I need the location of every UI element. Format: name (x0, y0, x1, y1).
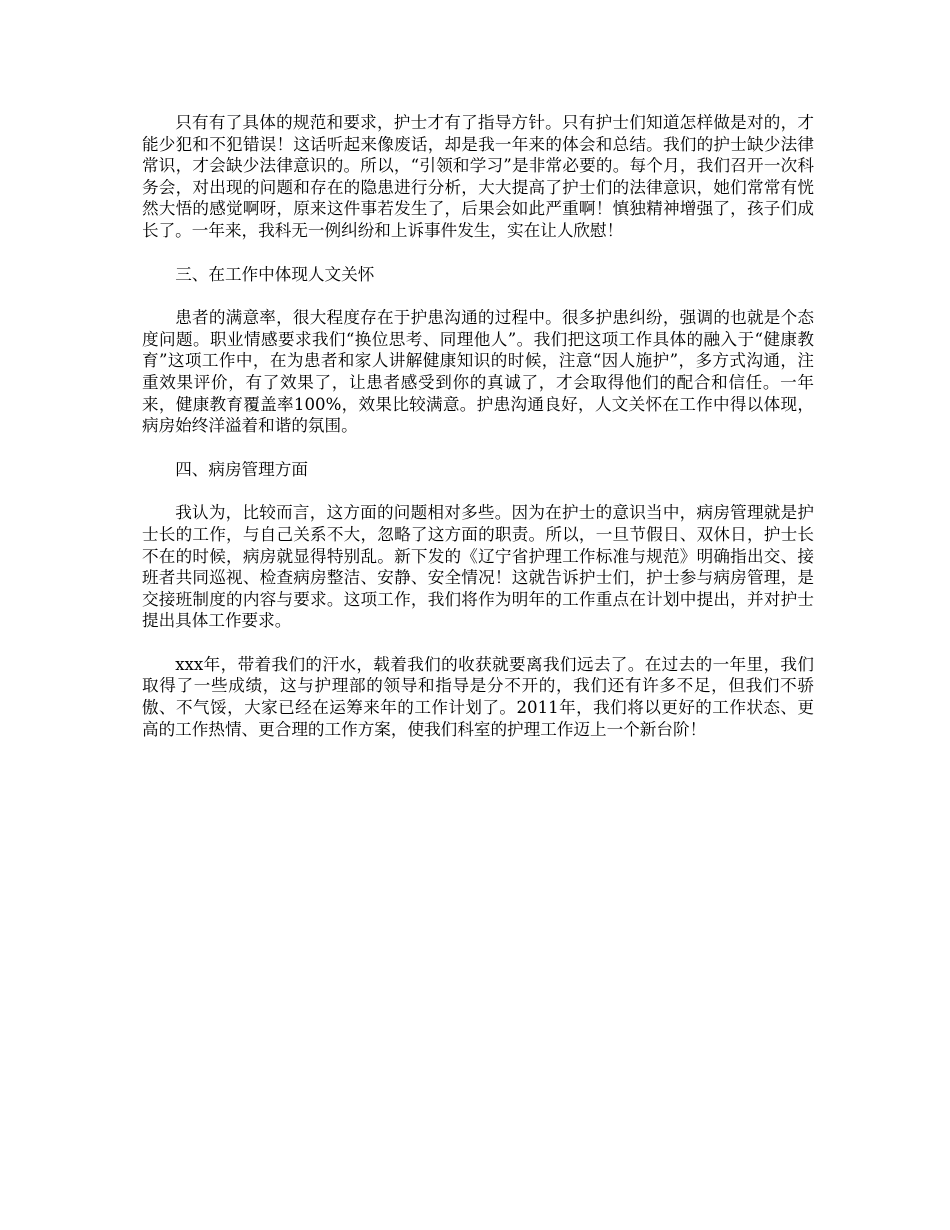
paragraph-patient-communication: 患者的满意率，很大程度存在于护患沟通的过程中。很多护患纠纷，强调的也就是个态度问题。职业情感要求我们“换位思考、同理他人”。我们把这项工作具体的融入于“健康教育”这项工作中，在为患者和家人讲解健康知识的时候，注意“因人施护”，多方式沟通，注重效果评价，有了效果了，让患者感受到你的真诚了，才会取得他们的配合和信任。一年来，健康教育覆盖率100%，效果比较满意。护患沟通良好，人文关怀在工作中得以体现，病房始终洋溢着和谐的氛围。 (142, 308, 814, 436)
paragraph-gap (142, 437, 814, 459)
document-page (142, 112, 814, 740)
section-heading-humanistic-care: 三、在工作中体现人文关怀 (175, 264, 375, 284)
paragraph-legal-awareness: 只有有了具体的规范和要求，护士才有了指导方针。只有护士们知道怎样做是对的，才能少犯和不犯错误！这话听起来像废话，却是我一年来的体会和总结。我们的护士缺少法律常识，才会缺少法律意识的。所以，“引领和学习”是非常必要的。每个月，我们召开一次科务会，对出现的问题和存在的隐患进行分析，大大提高了护士们的法律意识，她们常常有恍然大悟的感觉啊呀，原来这件事若发生了，后果会如此严重啊！慎独精神增强了，孩子们成长了。一年来，我科无一例纠纷和上诉事件发生，实在让人欣慰！ (142, 113, 814, 240)
paragraph-gap (142, 285, 814, 307)
paragraph-gap (142, 480, 814, 502)
section-heading-ward-management: 四、病房管理方面 (175, 459, 308, 479)
paragraph-gap (142, 632, 814, 654)
paragraph-gap (142, 242, 814, 264)
paragraph-conclusion: xxx年，带着我们的汗水，载着我们的收获就要离我们远去了。在过去的一年里，我们取得了一些成绩，这与护理部的领导和指导是分不开的，我们还有许多不足，但我们不骄傲、不气馁，大家已经在运筹来年的工作计划了。2011年，我们将以更好的工作状态、更高的工作热情、更合理的工作方案，使我们科室的护理工作迈上一个新台阶！ (142, 654, 814, 739)
paragraph-ward-management: 我认为，比较而言，这方面的问题相对多些。因为在护士的意识当中，病房管理就是护士长的工作，与自己关系不大，忽略了这方面的职责。所以，一旦节假日、双休日，护士长不在的时候，病房就显得特别乱。新下发的《辽宁省护理工作标准与规范》明确指出交、接班者共同巡视、检查病房整洁、安静、安全情况！这就告诉护士们，护士参与病房管理，是交接班制度的内容与要求。这项工作，我们将作为明年的工作重点在计划中提出，并对护士提出具体工作要求。 (142, 503, 814, 631)
